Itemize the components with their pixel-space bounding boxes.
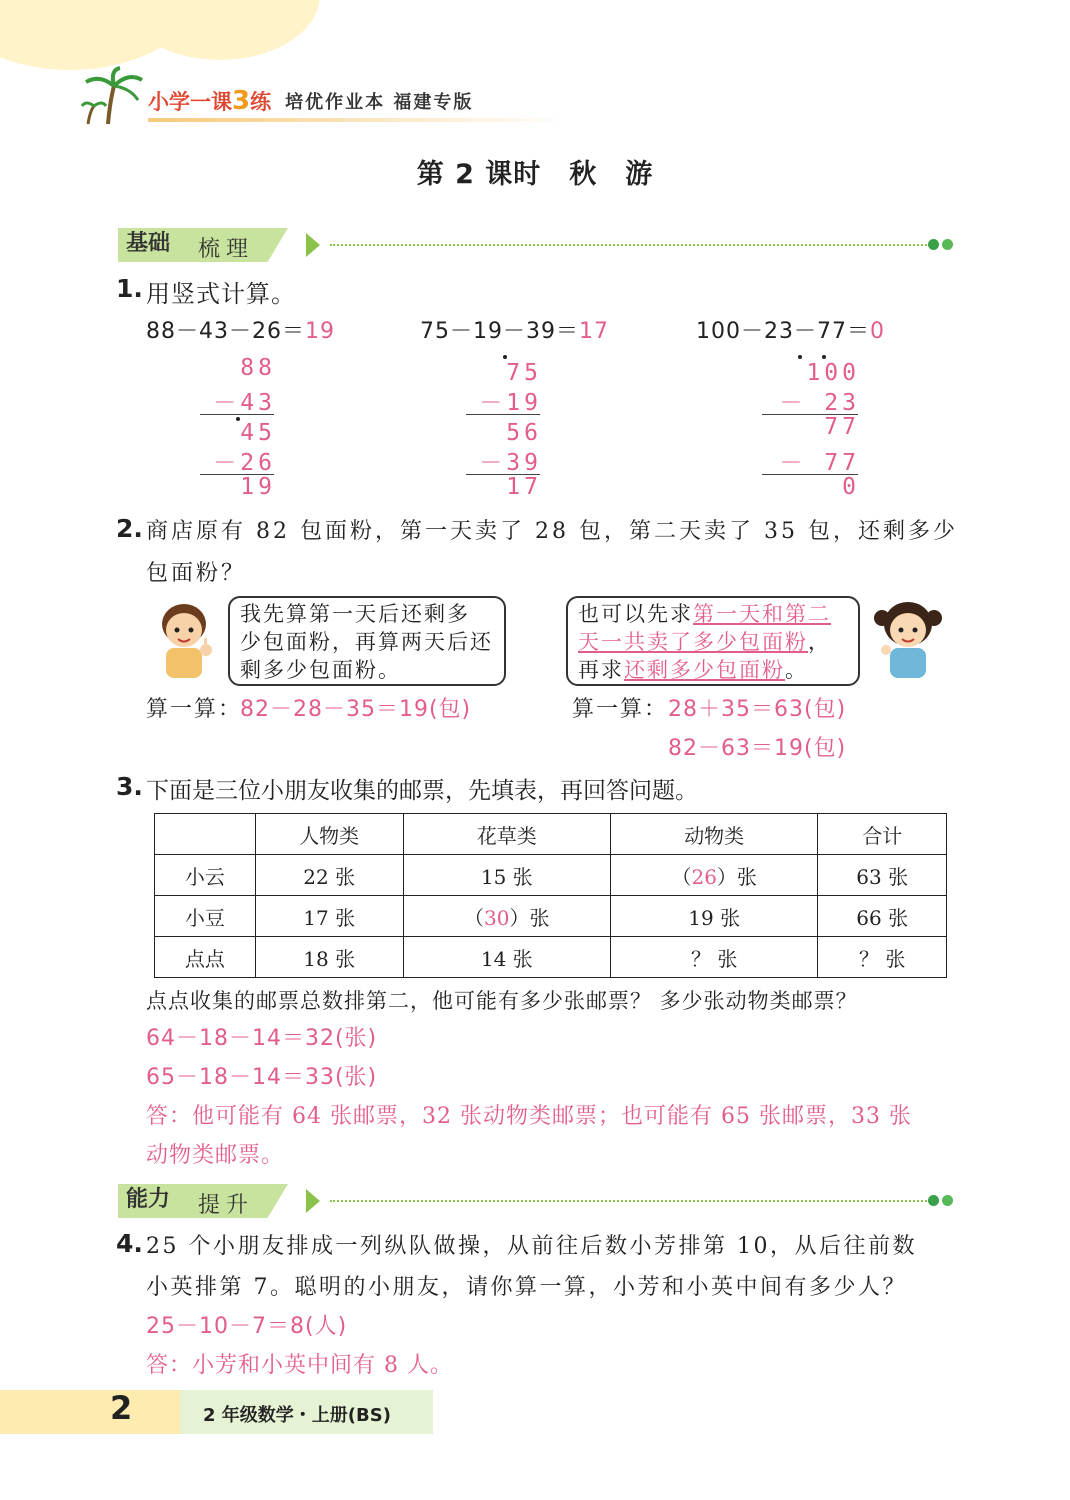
borrow-dot xyxy=(503,355,507,359)
question-text: 25 个小朋友排成一列纵队做操，从前往后数小芳排第 10，从后往前数 xyxy=(146,1234,917,1259)
vertical-row: 100 xyxy=(806,360,860,386)
vertical-row: 88 xyxy=(240,355,276,381)
borrow-dot xyxy=(822,355,826,359)
answer-expression: 82－63＝19(包) xyxy=(668,736,847,761)
arrow-icon xyxy=(306,1189,320,1213)
table-row xyxy=(155,855,947,896)
vertical-row: 75 xyxy=(506,360,542,386)
answer-text: 答：小芳和小英中间有 8 人。 xyxy=(146,1353,453,1378)
vertical-row: －19 xyxy=(479,390,542,416)
answer-expression: 25－10－7＝8(人) xyxy=(146,1314,348,1339)
table-cell: （26）张 xyxy=(610,855,817,896)
answer-expression: 82－28－35＝19(包) xyxy=(240,697,472,722)
vertical-line xyxy=(466,414,540,415)
section-tag-sub: 梳理 xyxy=(198,237,255,262)
table-cell: 18 张 xyxy=(255,937,403,978)
table-row xyxy=(155,896,947,937)
header-title xyxy=(148,86,473,116)
vertical-line xyxy=(200,414,274,415)
dotted-line xyxy=(330,244,930,246)
girl-character-icon xyxy=(868,598,948,682)
answer-text: 答：他可能有 64 张邮票，32 张动物类邮票；也可能有 65 张邮票，33 张 xyxy=(146,1104,912,1129)
table-row xyxy=(155,937,947,978)
table-cell: （30）张 xyxy=(403,896,610,937)
section-tag-main: 基础 xyxy=(126,231,171,256)
question-text: 包面粉？ xyxy=(146,561,247,586)
section-tag-main: 能力 xyxy=(126,1187,171,1212)
calc-label: 算一算： xyxy=(146,697,243,722)
dotted-line xyxy=(330,1200,930,1202)
fill-answer: 26 xyxy=(691,864,717,889)
question-number: 2. xyxy=(116,514,143,543)
vertical-row: －26 xyxy=(213,450,276,476)
table-header xyxy=(155,814,256,855)
dot-icon xyxy=(928,1195,939,1206)
table-cell: 15 张 xyxy=(403,855,610,896)
table-cell: 17 张 xyxy=(255,896,403,937)
table-header: 合计 xyxy=(818,814,947,855)
answer-expression: 64－18－14＝32(张) xyxy=(146,1026,378,1051)
question-text: 小英排第 7。聪明的小朋友，请你算一算，小芳和小英中间有多少人？ xyxy=(146,1275,907,1300)
answer-expression: 65－18－14＝33(张) xyxy=(146,1065,378,1090)
header-underline xyxy=(148,118,568,122)
question-text: 用竖式计算。 xyxy=(146,280,296,308)
answer: 19 xyxy=(304,319,335,344)
answer-expression: 28＋35＝63(包) xyxy=(668,697,847,722)
dot-icon xyxy=(928,239,939,250)
header-subtitle: 培优作业本 福建专版 xyxy=(285,92,474,113)
table-cell: 小豆 xyxy=(155,896,256,937)
palm-tree-icon xyxy=(80,66,150,126)
question-text: 下面是三位小朋友收集的邮票，先填表，再回答问题。 xyxy=(146,778,698,804)
vertical-row: － 77 xyxy=(779,450,860,476)
boy-character-icon xyxy=(152,600,222,682)
vertical-row: － 23 xyxy=(779,390,860,416)
table-cell: 小云 xyxy=(155,855,256,896)
table-header: 动物类 xyxy=(610,814,817,855)
dot-icon xyxy=(942,239,953,250)
vertical-row: 17 xyxy=(506,474,542,500)
answer-text: 动物类邮票。 xyxy=(146,1143,285,1168)
vertical-row: 77 xyxy=(824,414,860,440)
table-header: 人物类 xyxy=(255,814,403,855)
dot-icon xyxy=(942,1195,953,1206)
section-tag-sub: 提升 xyxy=(198,1193,255,1218)
question-number: 4. xyxy=(116,1229,143,1258)
fill-answer: 30 xyxy=(484,905,510,930)
equation: 88－43－26＝19 xyxy=(146,319,335,344)
calc-label: 算一算： xyxy=(572,697,669,722)
question-number: 3. xyxy=(116,772,143,801)
vertical-row: 19 xyxy=(240,474,276,500)
table-cell: ？ 张 xyxy=(610,937,817,978)
footer-band xyxy=(0,1390,180,1434)
table-cell: 14 张 xyxy=(403,937,610,978)
speech-bubble-boy: 我先算第一天后还剩多 少包面粉，再算两天后还 剩多少包面粉。 xyxy=(228,596,506,686)
vertical-row: －39 xyxy=(479,450,542,476)
speech-bubble-girl: 也可以先求第一天和第二 天一共卖了多少包面粉， 再求还剩多少包面粉。 xyxy=(566,596,860,686)
section-ability-header xyxy=(118,1184,958,1218)
answer: 17 xyxy=(578,319,609,344)
vertical-row: 0 xyxy=(842,474,860,500)
equation: 75－19－39＝17 xyxy=(420,319,609,344)
vertical-row: －43 xyxy=(213,390,276,416)
table-header-row xyxy=(155,814,947,855)
brand-logo: 小学一课3练 xyxy=(148,86,272,116)
table-cell: 66 张 xyxy=(818,896,947,937)
question-text: 商店原有 82 包面粉，第一天卖了 28 包，第二天卖了 35 包，还剩多少 xyxy=(146,519,958,544)
vertical-row: 56 xyxy=(506,420,542,446)
question-text: 点点收集的邮票总数排第二，他可能有多少张邮票？ 多少张动物类邮票？ xyxy=(146,989,858,1013)
vertical-row: 45 xyxy=(240,420,276,446)
table-cell: ？ 张 xyxy=(818,937,947,978)
equation: 100－23－77＝0 xyxy=(696,319,885,344)
table-cell: 19 张 xyxy=(610,896,817,937)
question-number: 1. xyxy=(116,274,143,303)
table-cell: 点点 xyxy=(155,937,256,978)
table-cell: 63 张 xyxy=(818,855,947,896)
section-basic-header xyxy=(118,228,958,262)
stamps-table xyxy=(154,813,947,978)
answer: 0 xyxy=(869,319,885,344)
book-title: 2 年级数学・上册(BS) xyxy=(203,1405,391,1426)
table-header: 花草类 xyxy=(403,814,610,855)
table-cell: 22 张 xyxy=(255,855,403,896)
lesson-title: 第 2 课时 秋 游 xyxy=(416,159,654,190)
page-number: 2 xyxy=(110,1389,133,1427)
borrow-dot xyxy=(798,355,802,359)
arrow-icon xyxy=(306,233,320,257)
